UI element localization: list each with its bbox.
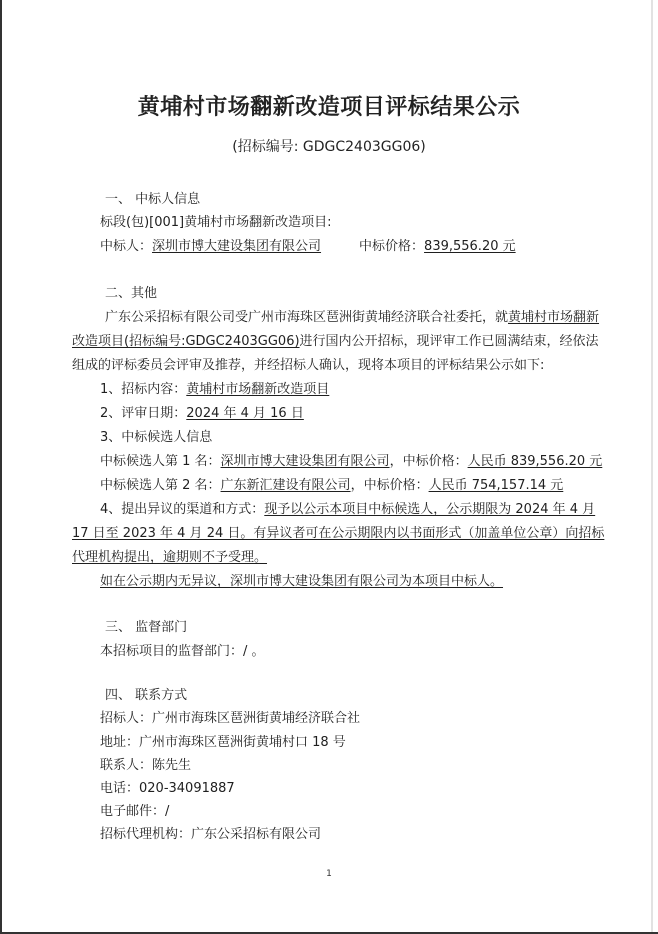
contact-email: 电子邮件：/ [100, 804, 170, 819]
supervision-text: 本招标项目的监督部门：/ 。 [100, 644, 265, 659]
objection-line-3 [72, 549, 267, 567]
item-label: 4、提出异议的渠道和方式： [100, 502, 265, 517]
candidate-rank: 中标候选人第 1 名： [100, 454, 221, 469]
closing-statement [100, 573, 503, 591]
winner-label: 中标人： [100, 239, 153, 254]
intro-paragraph-line-1 [105, 309, 599, 327]
item-label: 1、招标内容： [100, 382, 187, 397]
objection-text: 现予以公示本项目中标候选人，公示期限为 2024 年 4 月 [264, 502, 596, 517]
intro-paragraph-line-3: 组成的评标委员会评审及推荐，并经招标人确认，现将本项目的评标结果公示如下: [72, 358, 545, 373]
tender-number: (招标编号: GDGC2403GG06) [232, 139, 426, 155]
contact-phone: 电话：020-34091887 [100, 781, 235, 796]
intro-paragraph-line-2 [72, 333, 599, 351]
project-code: 改造项目(招标编号:GDGC2403GG06) [72, 334, 300, 349]
candidate-row [100, 453, 602, 471]
contact-address: 地址：广州市海珠区琶洲街黄埔村口 18 号 [100, 735, 346, 750]
item-value: 黄埔村市场翻新改造项目 [186, 382, 330, 397]
contact-agency: 招标代理机构：广东公采招标有限公司 [100, 827, 322, 842]
item-tender-content [100, 381, 329, 399]
section-heading-winner-info: 一、 中标人信息 [105, 192, 201, 207]
contact-tenderer: 招标人：广州市海珠区琶洲街黄埔经济联合社 [100, 711, 361, 726]
candidate-row [100, 477, 563, 495]
intro-text: 进行国内公开招标，现评审工作已圆满结束，经依法 [299, 334, 599, 349]
item-review-date [100, 405, 304, 423]
item-label: 2、评审日期： [100, 406, 187, 421]
section-heading-contact: 四、 联系方式 [105, 688, 188, 703]
section-heading-supervision: 三、 监督部门 [105, 620, 188, 635]
page-number: 1 [326, 869, 332, 879]
candidate-price: 人民币 839,556.20 元 [467, 454, 603, 469]
winner-name: 深圳市博大建设集团有限公司 [152, 239, 322, 254]
contact-person: 联系人：陈先生 [100, 758, 192, 773]
objection-line-1 [100, 501, 595, 519]
candidate-rank: 中标候选人第 2 名： [100, 478, 221, 493]
project-name-link: 黄埔村市场翻新 [508, 310, 600, 325]
candidate-price-label: ，中标价格： [389, 454, 468, 469]
objection-line-2 [72, 525, 604, 543]
price-label: 中标价格： [359, 239, 425, 254]
document-title: 黄埔村市场翻新改造项目评标结果公示 [137, 95, 521, 120]
objection-text: 代理机构提出，逾期则不予受理。 [72, 550, 268, 565]
candidate-name: 深圳市博大建设集团有限公司 [220, 454, 390, 469]
candidate-price-label: ，中标价格： [350, 478, 429, 493]
candidate-name: 广东新汇建设有限公司 [220, 478, 351, 493]
section-heading-other: 二、其他 [105, 286, 158, 301]
intro-text: 广东公采招标有限公司受广州市海珠区琶洲街黄埔经济联合社委托，就 [105, 310, 509, 325]
winner-line [100, 238, 516, 256]
lot-line: 标段(包)[001]黄埔村市场翻新改造项目: [100, 215, 332, 230]
item-candidates-heading: 3、中标候选人信息 [100, 430, 213, 445]
candidate-price: 人民币 754,157.14 元 [428, 478, 564, 493]
closing-text: 如在公示期内无异议，深圳市博大建设集团有限公司为本项目中标人。 [100, 574, 504, 589]
item-value: 2024 年 4 月 16 日 [186, 406, 304, 421]
winning-price: 839,556.20 元 [424, 239, 516, 254]
objection-text: 17 日至 2023 年 4 月 24 日。有异议者可在公示期限内以书面形式（加盖单位公章）向招标 [72, 526, 605, 541]
